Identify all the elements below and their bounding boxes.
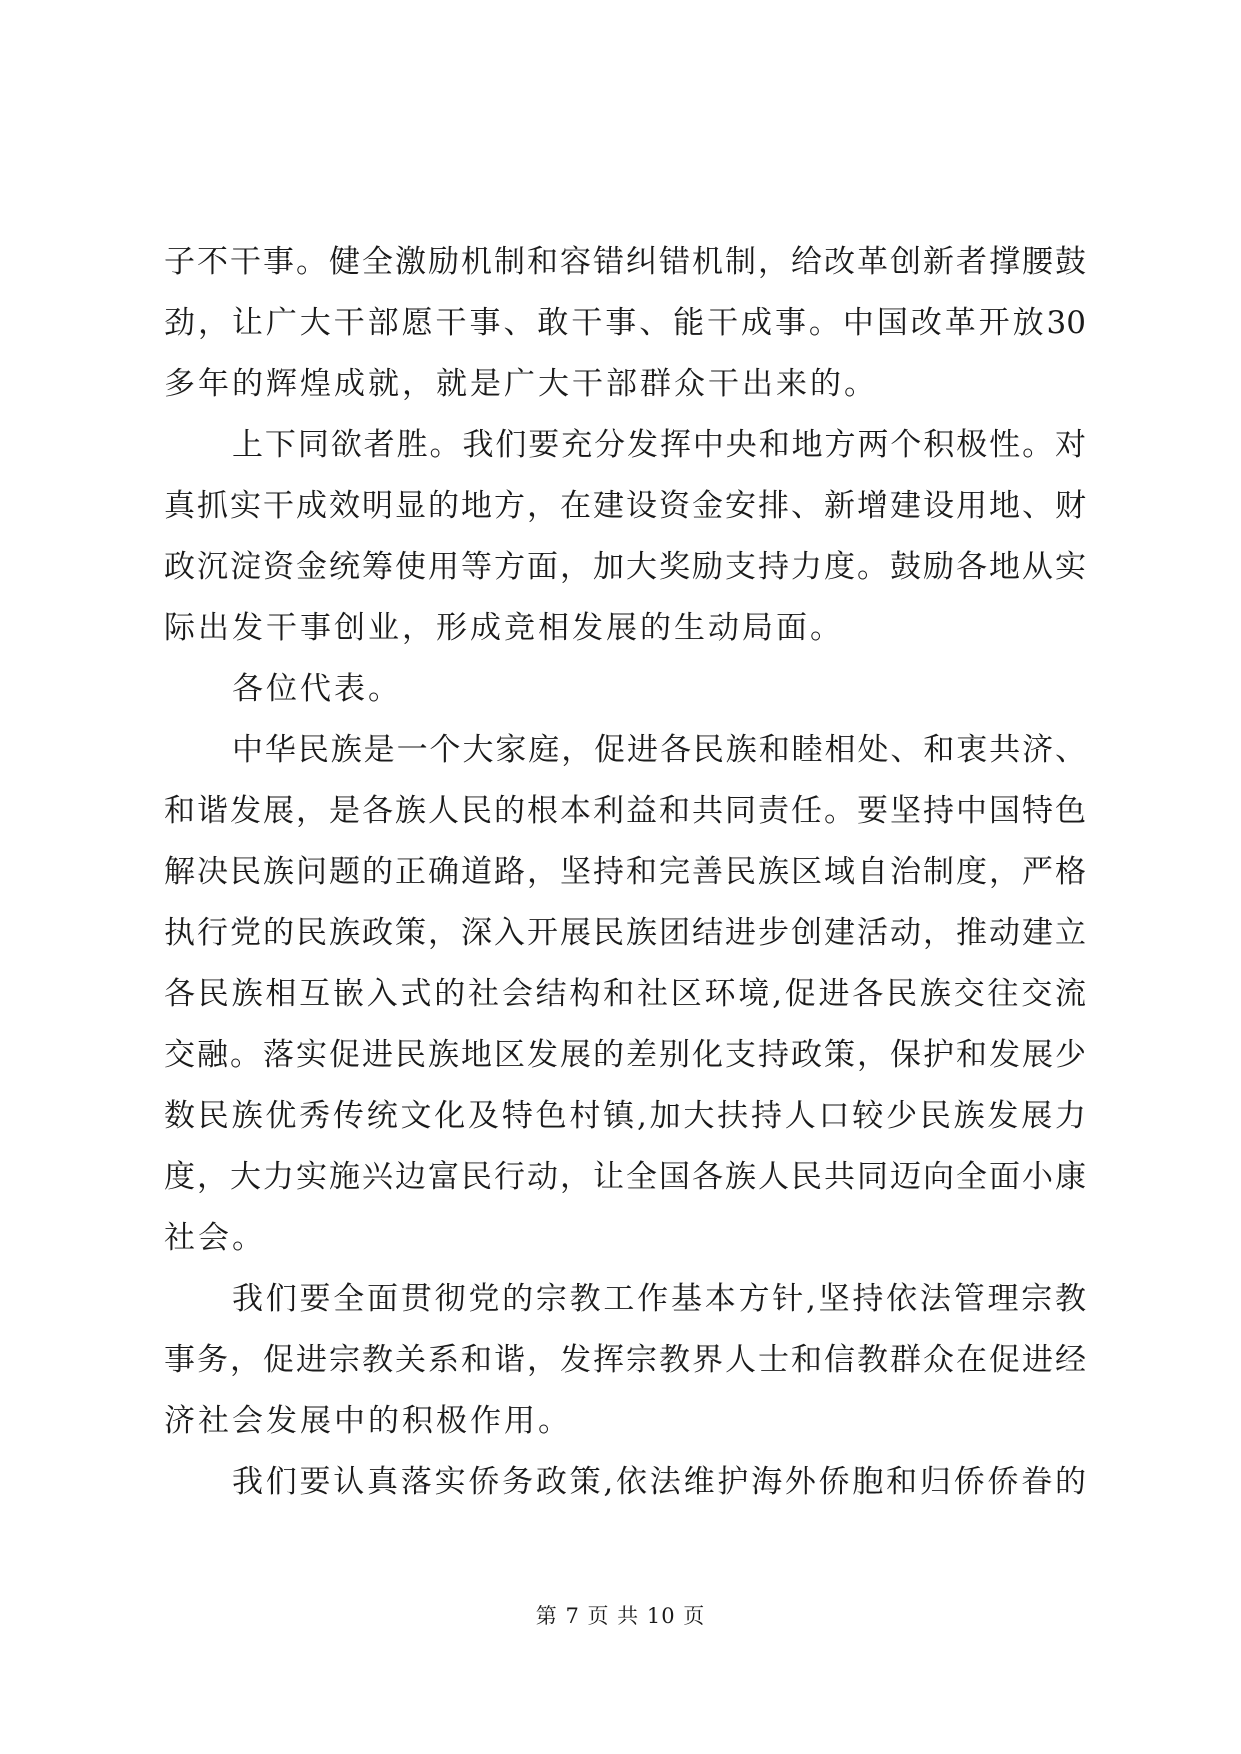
body-text [164,232,1086,1513]
text-line: 解决民族问题的正确道路，坚持和完善民族区域自治制度，严格 [164,854,1086,890]
text-line: 和谐发展，是各族人民的根本利益和共同责任。要坚持中国特色 [164,793,1086,829]
text-line: 劲，让广大干部愿干事、敢干事、能干成事。中国改革开放30 [164,305,1086,341]
page-number-footer: 第 7 页 共 10 页 [535,1604,706,1628]
text-line: 各位代表。 [232,671,402,707]
text-line: 际出发干事创业，形成竞相发展的生动局面。 [164,610,844,646]
text-line: 度，大力实施兴边富民行动，让全国各族人民共同迈向全面小康 [164,1159,1086,1195]
text-line: 济社会发展中的积极作用。 [164,1403,572,1439]
text-line: 多年的辉煌成就，就是广大干部群众干出来的。 [164,366,878,402]
text-line: 我们要认真落实侨务政策,依法维护海外侨胞和归侨侨眷的 [232,1464,1086,1500]
text-line: 交融。落实促进民族地区发展的差别化支持政策，保护和发展少 [164,1037,1086,1073]
text-line: 社会。 [164,1220,266,1256]
text-line: 执行党的民族政策，深入开展民族团结进步创建活动，推动建立 [164,915,1086,951]
text-line: 上下同欲者胜。我们要充分发挥中央和地方两个积极性。对 [232,427,1086,463]
text-line: 事务，促进宗教关系和谐，发挥宗教界人士和信教群众在促进经 [164,1342,1086,1378]
text-line: 我们要全面贯彻党的宗教工作基本方针,坚持依法管理宗教 [232,1281,1086,1317]
text-line: 中华民族是一个大家庭，促进各民族和睦相处、和衷共济、 [232,732,1086,768]
text-line: 数民族优秀传统文化及特色村镇,加大扶持人口较少民族发展力 [164,1098,1086,1134]
text-line: 各民族相互嵌入式的社会结构和社区环境,促进各民族交往交流 [164,976,1086,1012]
text-line: 真抓实干成效明显的地方，在建设资金安排、新增建设用地、财 [164,488,1086,524]
text-line: 政沉淀资金统筹使用等方面，加大奖励支持力度。鼓励各地从实 [164,549,1086,585]
text-line: 子不干事。健全激励机制和容错纠错机制，给改革创新者撑腰鼓 [164,244,1086,280]
